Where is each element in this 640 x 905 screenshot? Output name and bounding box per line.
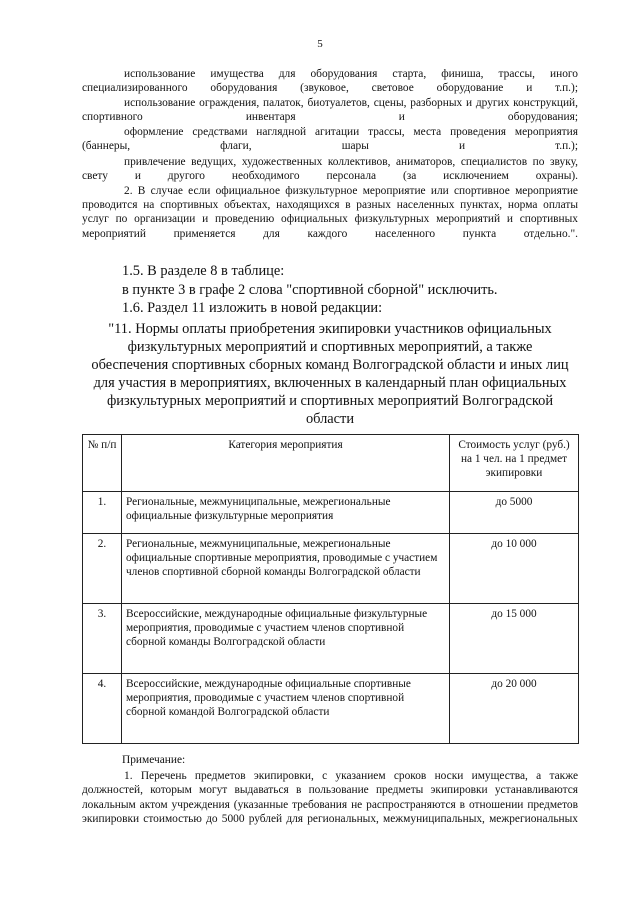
row-category: Всероссийские, международные официальные спортивные мероприятия, проводимые с участием членов спортивной сборной командой Волгоградской области xyxy=(122,674,450,744)
row-number: 2. xyxy=(83,534,122,604)
table-row xyxy=(83,604,579,674)
paragraph-staff-engagement: привлечение ведущих, художественных коллективов, аниматоров, специалистов по звуку, свету и другого необходимого персонала (за исключением охраны). xyxy=(82,156,578,183)
page-number: 5 xyxy=(317,38,323,50)
paragraph-fencing-use: использование ограждения, палаток, биотуалетов, сцены, разборных и других конструкций, спортивного инвентаря и оборудования; xyxy=(82,97,578,124)
amendment-1-5: 1.5. В разделе 8 в таблице: xyxy=(122,263,285,279)
note-1: 1. Перечень предметов экипировки, с указанием сроков носки имущества, а также должностей, которым могут выдаваться в пользование предметы экипировки устанавливаются локальным актом учреждения (указанные требования не распространяются в отношении предметов экипировки стоимостью до 5000 рублей для региональных, межмуниципальных, межрегиональных xyxy=(82,770,578,826)
paragraph-visual-agitation: оформление средствами наглядной агитации трассы, места проведения мероприятия (баннеры, флаги, шары и т.п.); xyxy=(82,126,578,153)
row-cost: до 20 000 xyxy=(450,674,579,744)
row-number: 4. xyxy=(83,674,122,744)
table-row xyxy=(83,492,579,534)
row-category: Региональные, межмуниципальные, межрегиональные официальные спортивные мероприятия, проводимые с участием членов спортивной сборной команды Волгоградской области xyxy=(122,534,450,604)
table-row xyxy=(83,674,579,744)
section-title: "11. Нормы оплаты приобретения экипировки участников официальных физкультурных мероприятий и спортивных мероприятий, а также обеспечения спортивных сборных команд Волгоградской области и иных лиц для участия в мероприятиях, включенных в календарный план официальных физкультурных мероприятий и спортивных мероприятий Волгоградской области xyxy=(91,321,569,427)
paragraph-equipment-use: использование имущества для оборудования старта, финиша, трассы, иного специализированного оборудования (звуковое, световое оборудование и т.п.); xyxy=(82,68,578,95)
note-label: Примечание: xyxy=(122,754,186,766)
row-cost: до 10 000 xyxy=(450,534,579,604)
table-row xyxy=(83,534,579,604)
amendment-1-5-detail: в пункте 3 в графе 2 слова "спортивной сборной" исключить. xyxy=(122,282,498,298)
row-number: 3. xyxy=(83,604,122,674)
header-category: Категория мероприятия xyxy=(122,435,450,492)
norms-table xyxy=(82,434,579,744)
row-category: Региональные, межмуниципальные, межрегиональные официальные физкультурные мероприятия xyxy=(122,492,450,534)
row-cost: до 5000 xyxy=(450,492,579,534)
row-cost: до 15 000 xyxy=(450,604,579,674)
header-number: № п/п xyxy=(83,435,122,492)
header-cost: Стоимость услуг (руб.) на 1 чел. на 1 предмет экипировки xyxy=(450,435,579,492)
table-header-row xyxy=(83,435,579,492)
amendment-1-6: 1.6. Раздел 11 изложить в новой редакции: xyxy=(122,300,383,316)
row-number: 1. xyxy=(83,492,122,534)
paragraph-point-2: 2. В случае если официальное физкультурное мероприятие или спортивное мероприятие проводится на спортивных объектах, находящихся в разных населенных пунктах, норма оплаты услуг по организации и проведению официальных физкультурных мероприятий и спортивных мероприятий применяется для каждого населенного пункта отдельно.". xyxy=(82,185,578,240)
row-category: Всероссийские, международные официальные физкультурные мероприятия, проводимые с участием членов спортивной сборной команды Волгоградской области xyxy=(122,604,450,674)
